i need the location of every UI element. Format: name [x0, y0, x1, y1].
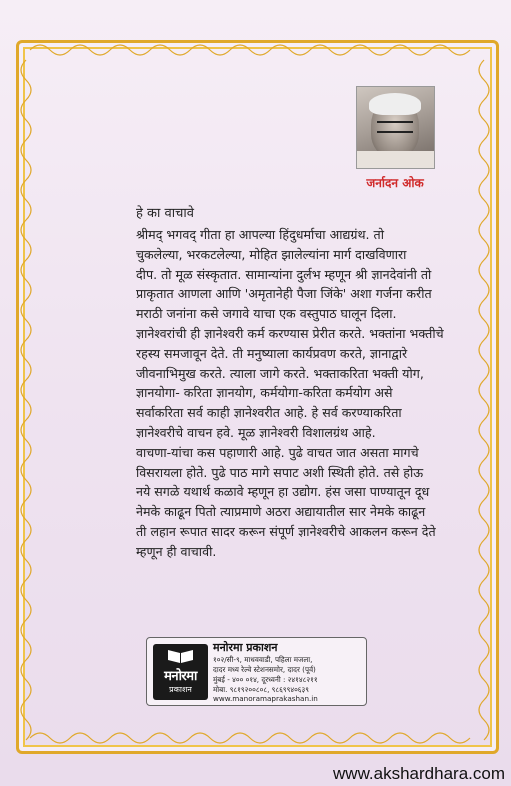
blurb-line: ज्ञानेश्वरीचे वाचन हवे. मूळ ज्ञानेश्वरी विशालग्रंथ आहे.	[136, 424, 376, 440]
blurb-line: श्रीमद् भगवद् गीता हा आपल्या हिंदुधर्माचा आद्यग्रंथ. तो	[136, 227, 384, 242]
blurb-heading: हे का वाचावे	[136, 206, 194, 221]
book-icon	[167, 648, 194, 664]
blurb-text	[136, 225, 443, 562]
publisher-address-line: १०२/सी-९, माधववाडी, पहिला मजला,	[213, 655, 313, 664]
blurb-line: विसरायला होते. पुढे पाठ मागे सपाट अशी स्थिती होते. तसे होऊ	[136, 464, 424, 480]
publisher-address-line: दादर मध्य रेल्वे स्टेशनसमोर, दादर (पूर्व)	[213, 665, 316, 674]
blurb-line: म्हणून ही वाचावी.	[136, 543, 217, 559]
blurb-line: ती लहान रूपात सादर करून संपूर्ण ज्ञानेश्वरीचे आकलन करून देते	[136, 523, 436, 539]
blurb-line: नेमके काढून पितो त्याप्रमाणे अठरा अद्यायातील सार नेमके काढून	[136, 504, 426, 520]
publisher-name: मनोरमा प्रकाशन	[213, 641, 278, 654]
blurb-line: वाचणा-यांचा कस पहाणारी आहे. पुढे वाचत जात असता मागचे	[136, 444, 419, 460]
publisher-phone-line: मुंबई - ४०० ०१४, दूरध्वनी : २४१४८२११	[213, 675, 318, 684]
blurb-line: चुकलेल्या, भरकटलेल्या, मोहित झालेल्यांना मार्ग दाखविणारा	[136, 246, 407, 262]
logo-sub: प्रकाशन	[169, 685, 192, 694]
publisher-box	[146, 637, 367, 706]
blurb-line: ज्ञानयोगा- करिता ज्ञानयोग, कर्मयोगा-करिता कर्मयोग असे	[136, 385, 393, 401]
publisher-logo	[153, 644, 208, 700]
blurb-line: मराठी जनांना कसे जगावे याचा एक वस्तुपाठ घालून दिला.	[136, 306, 397, 322]
publisher-mobile-line: मोबा. ९८१९२००८०८, ९८६९९४०६३९	[213, 685, 310, 694]
author-name: जर्नादन ओक	[366, 176, 424, 190]
blurb-line: ज्ञानेश्वरांची ही ज्ञानेश्वरी कर्म करण्यास प्रेरीत करते. भक्तांना भक्तीचे	[136, 325, 444, 341]
author-photo	[356, 86, 435, 169]
blurb-line: जीवनाभिमुख करते. त्याला जागे करते. भक्ताकरिता भक्ती योग,	[136, 365, 424, 381]
blurb-line: नये सगळे यथार्थ कळावे म्हणून हा उद्योग. हंस जसा पाण्यातून दूध	[136, 484, 430, 500]
blurb-line: दीप. तो मूळ संस्कृतात. सामान्यांना दुर्लभ म्हणून श्री ज्ञानदेवांनी तो	[136, 266, 432, 282]
blurb-line: सर्वाकरिता सर्व काही ज्ञानेश्वरीत आहे. हे सर्व करण्याकरिता	[136, 405, 402, 421]
publisher-website: www.manoramaprakashan.in	[213, 694, 318, 703]
blurb-line: रहस्य समजावून देते. ती मनुष्याला कार्यप्रवण करते, ज्ञानाद्वारे	[136, 345, 408, 361]
watermark-website: www.akshardhara.com	[333, 764, 505, 783]
logo-brand: मनोरमा	[164, 669, 197, 684]
blurb-line: प्राकृतात आणला आणि 'अमृतानेही पैजा जिंके' अशा गर्जना करीत	[136, 286, 432, 302]
